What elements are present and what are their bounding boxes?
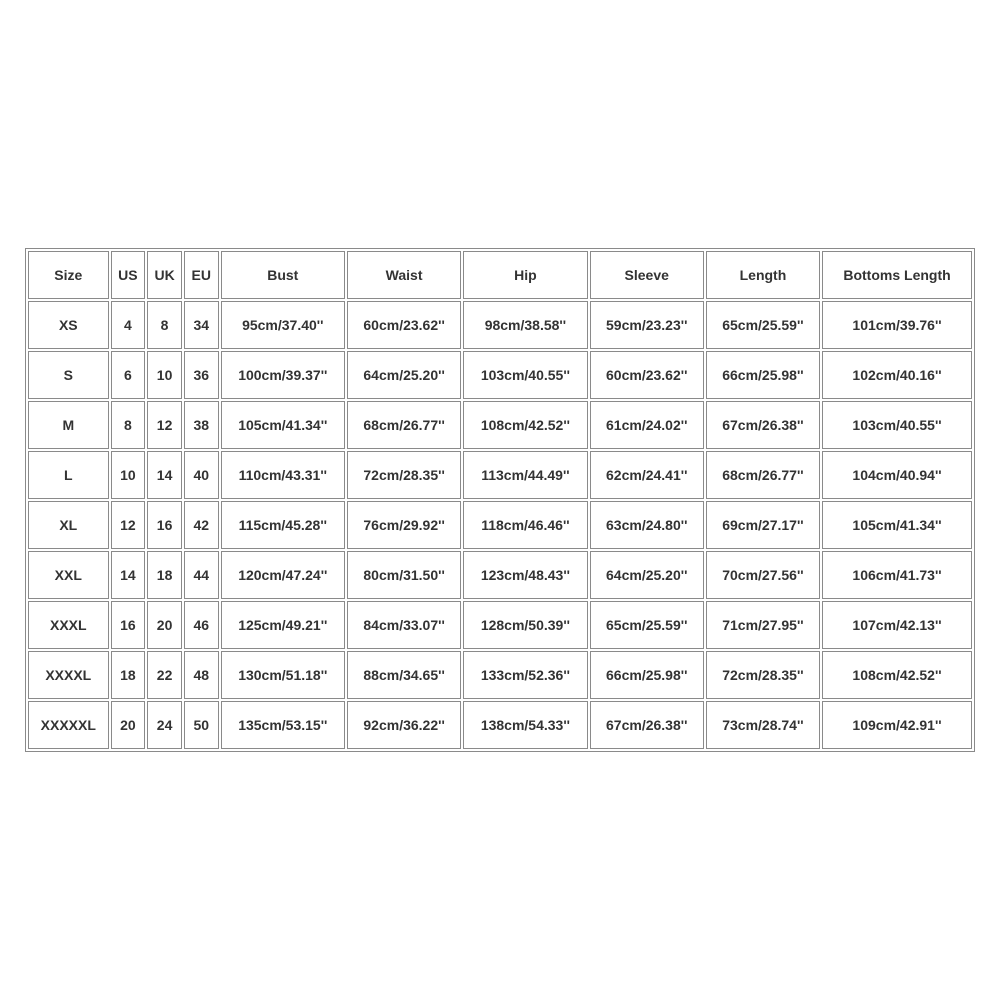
cell-hip: 98cm/38.58'' [463, 301, 587, 349]
cell-sleeve: 64cm/25.20'' [590, 551, 704, 599]
cell-bottoms-length: 101cm/39.76'' [822, 301, 972, 349]
cell-waist: 68cm/26.77'' [347, 401, 461, 449]
cell-size: XS [28, 301, 109, 349]
cell-waist: 72cm/28.35'' [347, 451, 461, 499]
cell-bottoms-length: 109cm/42.91'' [822, 701, 972, 749]
cell-bust: 115cm/45.28'' [221, 501, 345, 549]
header-hip: Hip [463, 251, 587, 299]
cell-length: 68cm/26.77'' [706, 451, 820, 499]
header-bottoms-length: Bottoms Length [822, 251, 972, 299]
cell-size: XXL [28, 551, 109, 599]
cell-eu: 40 [184, 451, 219, 499]
cell-uk: 8 [147, 301, 182, 349]
table-row [28, 351, 972, 399]
cell-eu: 50 [184, 701, 219, 749]
table-row [28, 451, 972, 499]
cell-length: 66cm/25.98'' [706, 351, 820, 399]
cell-bottoms-length: 103cm/40.55'' [822, 401, 972, 449]
cell-uk: 22 [147, 651, 182, 699]
cell-sleeve: 61cm/24.02'' [590, 401, 704, 449]
cell-sleeve: 65cm/25.59'' [590, 601, 704, 649]
cell-sleeve: 66cm/25.98'' [590, 651, 704, 699]
size-chart-table [25, 248, 975, 752]
cell-uk: 14 [147, 451, 182, 499]
cell-sleeve: 67cm/26.38'' [590, 701, 704, 749]
table-row [28, 301, 972, 349]
cell-length: 72cm/28.35'' [706, 651, 820, 699]
cell-uk: 24 [147, 701, 182, 749]
cell-us: 20 [111, 701, 146, 749]
table-row [28, 651, 972, 699]
table-row [28, 501, 972, 549]
header-waist: Waist [347, 251, 461, 299]
cell-us: 18 [111, 651, 146, 699]
cell-bottoms-length: 107cm/42.13'' [822, 601, 972, 649]
cell-size: XL [28, 501, 109, 549]
cell-bottoms-length: 108cm/42.52'' [822, 651, 972, 699]
cell-waist: 76cm/29.92'' [347, 501, 461, 549]
header-bust: Bust [221, 251, 345, 299]
cell-uk: 10 [147, 351, 182, 399]
cell-hip: 138cm/54.33'' [463, 701, 587, 749]
cell-length: 67cm/26.38'' [706, 401, 820, 449]
cell-us: 12 [111, 501, 146, 549]
cell-size: XXXXXL [28, 701, 109, 749]
cell-uk: 12 [147, 401, 182, 449]
cell-hip: 103cm/40.55'' [463, 351, 587, 399]
header-length: Length [706, 251, 820, 299]
cell-sleeve: 62cm/24.41'' [590, 451, 704, 499]
table-row [28, 401, 972, 449]
cell-length: 69cm/27.17'' [706, 501, 820, 549]
cell-length: 71cm/27.95'' [706, 601, 820, 649]
cell-bust: 95cm/37.40'' [221, 301, 345, 349]
table-row [28, 551, 972, 599]
cell-eu: 44 [184, 551, 219, 599]
cell-eu: 46 [184, 601, 219, 649]
cell-us: 10 [111, 451, 146, 499]
cell-bust: 110cm/43.31'' [221, 451, 345, 499]
cell-eu: 34 [184, 301, 219, 349]
cell-bust: 125cm/49.21'' [221, 601, 345, 649]
header-us: US [111, 251, 146, 299]
cell-size: S [28, 351, 109, 399]
cell-size: L [28, 451, 109, 499]
cell-sleeve: 60cm/23.62'' [590, 351, 704, 399]
cell-eu: 36 [184, 351, 219, 399]
cell-us: 16 [111, 601, 146, 649]
cell-us: 6 [111, 351, 146, 399]
cell-length: 73cm/28.74'' [706, 701, 820, 749]
cell-bottoms-length: 105cm/41.34'' [822, 501, 972, 549]
table-row [28, 601, 972, 649]
cell-waist: 80cm/31.50'' [347, 551, 461, 599]
cell-eu: 48 [184, 651, 219, 699]
cell-uk: 20 [147, 601, 182, 649]
cell-size: M [28, 401, 109, 449]
cell-bust: 105cm/41.34'' [221, 401, 345, 449]
cell-waist: 88cm/34.65'' [347, 651, 461, 699]
cell-sleeve: 59cm/23.23'' [590, 301, 704, 349]
cell-sleeve: 63cm/24.80'' [590, 501, 704, 549]
cell-hip: 128cm/50.39'' [463, 601, 587, 649]
cell-hip: 133cm/52.36'' [463, 651, 587, 699]
cell-length: 70cm/27.56'' [706, 551, 820, 599]
cell-waist: 60cm/23.62'' [347, 301, 461, 349]
size-chart-body [28, 301, 972, 749]
header-sleeve: Sleeve [590, 251, 704, 299]
cell-size: XXXL [28, 601, 109, 649]
cell-hip: 113cm/44.49'' [463, 451, 587, 499]
cell-hip: 118cm/46.46'' [463, 501, 587, 549]
header-uk: UK [147, 251, 182, 299]
header-row [28, 251, 972, 299]
cell-bust: 100cm/39.37'' [221, 351, 345, 399]
cell-waist: 84cm/33.07'' [347, 601, 461, 649]
cell-bust: 135cm/53.15'' [221, 701, 345, 749]
cell-size: XXXXL [28, 651, 109, 699]
cell-bust: 120cm/47.24'' [221, 551, 345, 599]
cell-waist: 92cm/36.22'' [347, 701, 461, 749]
cell-uk: 18 [147, 551, 182, 599]
cell-bottoms-length: 106cm/41.73'' [822, 551, 972, 599]
header-eu: EU [184, 251, 219, 299]
cell-bottoms-length: 102cm/40.16'' [822, 351, 972, 399]
cell-bottoms-length: 104cm/40.94'' [822, 451, 972, 499]
cell-hip: 108cm/42.52'' [463, 401, 587, 449]
cell-eu: 42 [184, 501, 219, 549]
cell-bust: 130cm/51.18'' [221, 651, 345, 699]
cell-hip: 123cm/48.43'' [463, 551, 587, 599]
cell-uk: 16 [147, 501, 182, 549]
cell-eu: 38 [184, 401, 219, 449]
header-size: Size [28, 251, 109, 299]
cell-waist: 64cm/25.20'' [347, 351, 461, 399]
table-row [28, 701, 972, 749]
cell-us: 8 [111, 401, 146, 449]
cell-length: 65cm/25.59'' [706, 301, 820, 349]
cell-us: 4 [111, 301, 146, 349]
cell-us: 14 [111, 551, 146, 599]
